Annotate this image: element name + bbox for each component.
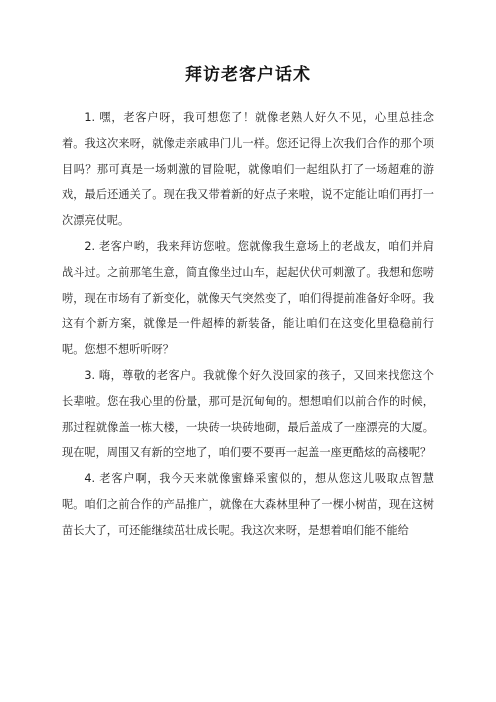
paragraph-2: 2. 老客户哟，我来拜访您啦。您就像我生意场上的老战友，咱们并肩战斗过。之前那笔生意，简直像坐过山车，起起伏伏可刺激了。我想和您唠唠，现在市场有了新变化，就像天气突然变了，咱们得提前准备好伞呀。我这有个新方案，就像是一件超棒的新装备，能让咱们在这变化里稳稳前行呢。您想不想听听呀？ — [62, 239, 434, 357]
paragraph-3: 3. 嗨，尊敬的老客户。我就像个好久没回家的孩子，又回来找您这个长辈啦。您在我心里的份量，那可是沉甸甸的。想想咱们以前合作的时候，那过程就像盖一栋大楼，一块砖一块砖地砌，最后盖成了一座漂亮的大厦。现在呢，周围又有新的空地了，咱们要不要再一起盖一座更酷炫的高楼呢？ — [62, 368, 434, 460]
paragraph-1: 1. 嘿，老客户呀，我可想您了！就像老熟人好久不见，心里总挂念着。我这次来呀，就像走亲戚串门儿一样。您还记得上次我们合作的那个项目吗？那可真是一场刺激的冒险呢，就像咱们一起组队打了一场超难的游戏，最后还通关了。现在我又带着新的好点子来啦，说不定能让咱们再打一次漂亮仗呢。 — [62, 111, 434, 228]
document-title: 拜访老客户话术 — [185, 65, 311, 85]
paragraph-4: 4. 老客户啊，我今天来就像蜜蜂采蜜似的，想从您这儿吸取点智慧呢。咱们之前合作的产品推广，就像在大森林里种了一棵小树苗，现在这树苗长大了，可还能继续茁壮成长呢。我这次来呀，是想着咱们能不能给 — [62, 472, 434, 537]
